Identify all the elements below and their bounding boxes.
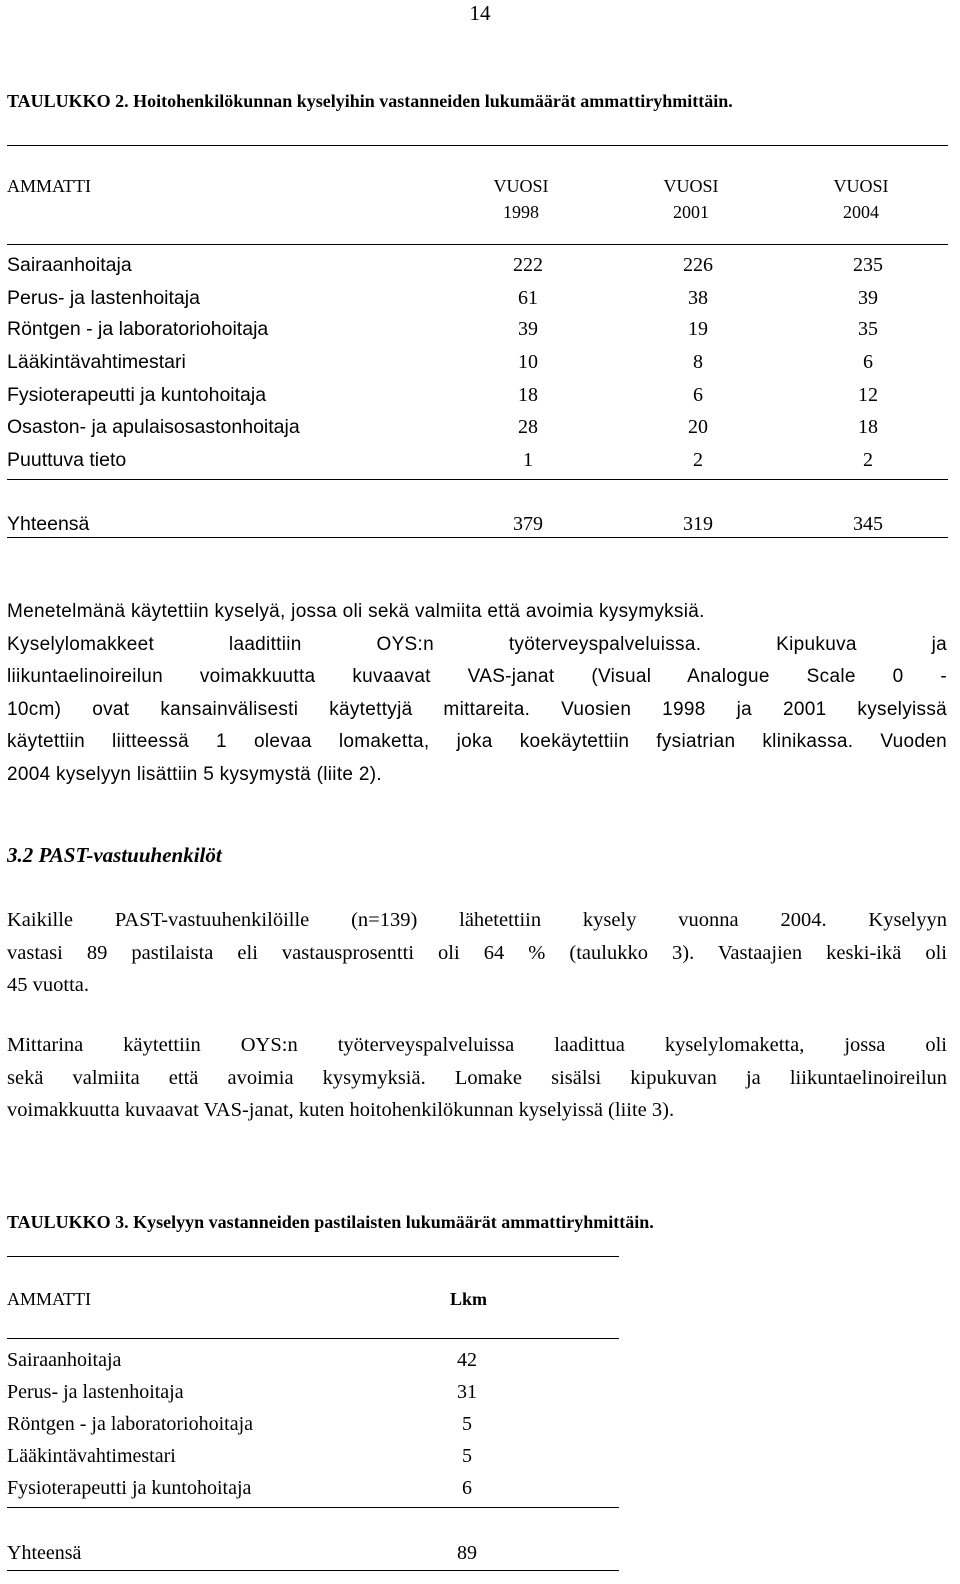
header-year: 2004 bbox=[843, 202, 879, 222]
text-line: käytettiin liitteessä 1 olevaa lomaketta, joka koekäytettiin fysiatrian klinikassa. Vuoden bbox=[7, 731, 947, 753]
value-2001: 6 bbox=[693, 384, 703, 406]
total-2004: 345 bbox=[853, 513, 883, 535]
table2-total-rule bbox=[7, 479, 948, 480]
table-row bbox=[7, 1408, 507, 1440]
table-row bbox=[7, 379, 887, 411]
value-2001: 226 bbox=[683, 254, 713, 276]
text-line: voimakkuutta kuvaavat VAS-janat, kuten hoitohenkilökunnan kyselyissä (liite 3). bbox=[7, 1099, 675, 1122]
header-year: 1998 bbox=[503, 202, 539, 222]
value-1998: 28 bbox=[518, 416, 538, 438]
table2-header-1998 bbox=[461, 173, 581, 225]
value-1998: 39 bbox=[518, 318, 538, 340]
table-row bbox=[7, 346, 887, 378]
paragraph-methods bbox=[7, 596, 947, 792]
header-label: VUOSI bbox=[833, 176, 889, 196]
text-line: Mittarina käytettiin OYS:n työterveyspalveluissa laadittua kyselylomaketta, jossa oli bbox=[7, 1034, 947, 1056]
table2-caption: TAULUKKO 2. Hoitohenkilökunnan kyselyihin vastanneiden lukumäärät ammattiryhmittäin. bbox=[7, 91, 733, 111]
table-row bbox=[7, 313, 887, 345]
table3-header-occupation: AMMATTI bbox=[7, 1289, 91, 1309]
value-2004: 35 bbox=[858, 318, 878, 340]
table-total-row bbox=[7, 1537, 507, 1569]
row-count: 6 bbox=[462, 1477, 472, 1499]
row-count: 5 bbox=[462, 1445, 472, 1467]
row-count: 31 bbox=[457, 1381, 477, 1403]
value-2001: 19 bbox=[688, 318, 708, 340]
table2-top-rule bbox=[7, 145, 948, 146]
paragraph-past-survey bbox=[7, 904, 947, 1002]
row-count: 5 bbox=[462, 1413, 472, 1435]
total-label: Yhteensä bbox=[7, 513, 90, 535]
row-label: Röntgen - ja laboratoriohoitaja bbox=[7, 318, 269, 340]
value-2001: 38 bbox=[688, 287, 708, 309]
table-total-row bbox=[7, 508, 887, 540]
value-1998: 222 bbox=[513, 254, 543, 276]
table-row bbox=[7, 1376, 507, 1408]
value-2004: 18 bbox=[858, 416, 878, 438]
table2-header-2004 bbox=[801, 173, 921, 225]
page-number: 14 bbox=[469, 1, 491, 25]
text-line: 10cm) ovat kansainvälisesti käytettyjä mittareita. Vuosien 1998 ja 2001 kyselyissä bbox=[7, 698, 947, 720]
row-label: Fysioterapeutti ja kuntohoitaja bbox=[7, 1477, 252, 1499]
text-line: Kaikille PAST-vastuuhenkilöille (n=139) lähetettiin kysely vuonna 2004. Kyselyyn bbox=[7, 909, 947, 931]
table2-header-rule bbox=[7, 244, 948, 245]
table-row bbox=[7, 1344, 507, 1376]
table-row bbox=[7, 1440, 507, 1472]
value-2004: 235 bbox=[853, 254, 883, 276]
row-label: Perus- ja lastenhoitaja bbox=[7, 1381, 184, 1403]
row-label: Osaston- ja apulaisosastonhoitaja bbox=[7, 416, 300, 438]
table3-header-rule bbox=[7, 1338, 619, 1339]
row-label: Perus- ja lastenhoitaja bbox=[7, 287, 200, 309]
table2-header-occupation: AMMATTI bbox=[7, 176, 91, 196]
text-line: Kyselylomakkeet laadittiin OYS:n työterveyspalveluissa. Kipukuva ja bbox=[7, 633, 947, 655]
total-1998: 379 bbox=[513, 513, 543, 535]
value-1998: 18 bbox=[518, 384, 538, 406]
value-2001: 2 bbox=[693, 449, 703, 471]
table3-caption: TAULUKKO 3. Kyselyyn vastanneiden pastilaisten lukumäärät ammattiryhmittäin. bbox=[7, 1212, 654, 1232]
text-line: 2004 kyselyyn lisättiin 5 kysymystä (liite 2). bbox=[7, 763, 382, 785]
value-2001: 20 bbox=[688, 416, 708, 438]
row-count: 42 bbox=[457, 1349, 477, 1371]
row-label: Röntgen - ja laboratoriohoitaja bbox=[7, 1413, 254, 1435]
row-label: Sairaanhoitaja bbox=[7, 1349, 122, 1371]
text-line: 45 vuotta. bbox=[7, 974, 89, 997]
value-1998: 61 bbox=[518, 287, 538, 309]
table3-top-rule bbox=[7, 1256, 619, 1257]
text-line: vastasi 89 pastilaista eli vastausprosentti oli 64 % (taulukko 3). Vastaajien keski-ikä oli bbox=[7, 941, 947, 964]
value-2004: 2 bbox=[863, 449, 873, 471]
table-row bbox=[7, 1472, 507, 1504]
text-line: liikuntaelinoireilun voimakkuutta kuvaavat VAS-janat (Visual Analogue Scale 0 - bbox=[7, 666, 947, 688]
value-2004: 12 bbox=[858, 384, 878, 406]
value-2004: 39 bbox=[858, 287, 878, 309]
paragraph-instrument bbox=[7, 1029, 947, 1127]
row-label: Fysioterapeutti ja kuntohoitaja bbox=[7, 384, 267, 406]
value-1998: 1 bbox=[523, 449, 533, 471]
value-2001: 8 bbox=[693, 351, 703, 373]
header-year: 2001 bbox=[673, 202, 709, 222]
table3-total-rule bbox=[7, 1507, 619, 1508]
header-label: VUOSI bbox=[493, 176, 549, 196]
table-row bbox=[7, 249, 887, 281]
text-line: sekä valmiita että avoimia kysymyksiä. Lomake sisälsi kipukuvan ja liikuntaelinoireilun bbox=[7, 1066, 947, 1089]
total-count: 89 bbox=[457, 1542, 477, 1564]
section-heading: 3.2 PAST-vastuuhenkilöt bbox=[7, 843, 222, 867]
table-row bbox=[7, 444, 887, 476]
table3-header-count: Lkm bbox=[450, 1289, 488, 1309]
row-label: Puuttuva tieto bbox=[7, 449, 127, 471]
header-label: VUOSI bbox=[663, 176, 719, 196]
value-1998: 10 bbox=[518, 351, 538, 373]
total-label: Yhteensä bbox=[7, 1542, 82, 1564]
row-label: Lääkintävahtimestari bbox=[7, 1445, 176, 1467]
text-line: Menetelmänä käytettiin kyselyä, jossa oli sekä valmiita että avoimia kysymyksiä. bbox=[7, 601, 705, 622]
table-row bbox=[7, 411, 887, 443]
row-label: Sairaanhoitaja bbox=[7, 254, 132, 276]
total-2001: 319 bbox=[683, 513, 713, 535]
row-label: Lääkintävahtimestari bbox=[7, 351, 186, 373]
table2-header-2001 bbox=[631, 173, 751, 225]
table-row bbox=[7, 282, 887, 314]
table3-bottom-rule bbox=[7, 1570, 619, 1571]
value-2004: 6 bbox=[863, 351, 873, 373]
table2-bottom-rule bbox=[7, 537, 948, 538]
